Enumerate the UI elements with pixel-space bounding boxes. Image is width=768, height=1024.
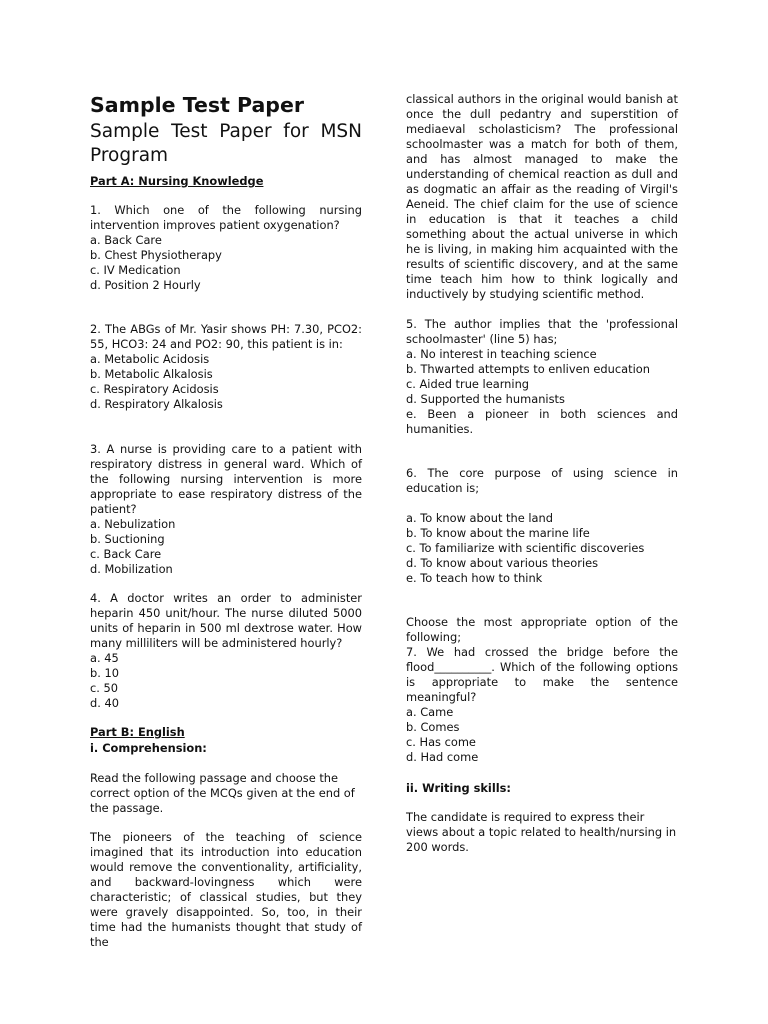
question-text: 2. The ABGs of Mr. Yasir shows PH: 7.30, PCO2: 55, HCO3: 24 and PO2: 90, this patient is in: [90, 322, 362, 351]
question-7 [406, 645, 678, 765]
question-text: 5. The author implies that the 'professional schoolmaster' (line 5) has; [406, 317, 678, 346]
question-text: 1. Which one of the following nursing intervention improves patient oxygenation? [90, 203, 362, 232]
option-list [90, 517, 362, 577]
option: d. Supported the humanists [406, 392, 565, 406]
question-text: 7. We had crossed the bridge before the flood__________. Which of the following options is appropriate to make the sentence meaningful? [406, 645, 678, 704]
option: c. Back Care [90, 547, 162, 561]
option: a. Metabolic Acidosis [90, 352, 210, 366]
option: a. 45 [90, 651, 119, 665]
writing-skills-text: The candidate is required to express their views about a topic related to health/nursing in 200 words. [406, 810, 677, 854]
option: d. 40 [90, 696, 119, 710]
option: d. Respiratory Alkalosis [90, 397, 223, 411]
writing-skills-heading: ii. Writing skills: [406, 781, 511, 795]
option: b. Suctioning [90, 532, 165, 546]
option: a. Back Care [90, 233, 162, 247]
question-text: 4. A doctor writes an order to administer heparin 450 unit/hour. The nurse diluted 5000 units of heparin in 500 ml dextrose water. How many milliliters will be administered hourly? [90, 591, 362, 650]
passage-part-1: The pioneers of the teaching of science imagined that its introduction into education would remove the conventionality, artificiality, and backward-lovingness which were characteristic; of classical studies, but they were gravely disappointed. So, too, in their time had the humanists thought that study of the [90, 830, 362, 949]
page-title: Sample Test Paper [90, 93, 304, 117]
option-list [406, 705, 678, 765]
option: b. 10 [90, 666, 119, 680]
option: c. IV Medication [90, 263, 181, 277]
option: b. Chest Physiotherapy [90, 248, 222, 262]
option: b. Thwarted attempts to enliven education [406, 362, 650, 376]
question-4 [90, 591, 362, 711]
option: c. Aided true learning [406, 377, 530, 391]
option-list [90, 233, 362, 293]
question-text: 3. A nurse is providing care to a patient with respiratory distress in general ward. Which of the following nursing intervention is more appropriate to ease respiratory distress of the patient? [90, 442, 362, 516]
option-list [406, 347, 678, 437]
option: d. Position 2 Hourly [90, 278, 201, 292]
comprehension-instruction: Read the following passage and choose the correct option of the MCQs given at the end of the passage. [90, 771, 355, 815]
option: a. To know about the land [406, 511, 553, 525]
part-b-heading: Part B: English [90, 725, 185, 739]
page-subtitle: Sample Test Paper for MSN Program [90, 121, 362, 166]
option-list [90, 352, 362, 412]
question-1 [90, 203, 362, 293]
passage-part-2: classical authors in the original would banish at once the dull pedantry and superstition of mediaeval scholasticism? The professional schoolmaster was a match for both of them, and has almost managed to make the understanding of chemical reaction as dull and as dogmatic an affair as the reading of Virgil's Aeneid. The chief claim for the use of science in education is that it teaches a child something about the actual universe in which he is living, in making him acquainted with the results of scientific discovery, and at the same time teach him how to think logically and inductively by studying scientific method. [406, 92, 678, 301]
option: b. Metabolic Alkalosis [90, 367, 213, 381]
option: a. No interest in teaching science [406, 347, 597, 361]
question-5 [406, 317, 678, 437]
question-text: 6. The core purpose of using science in education is; [406, 466, 678, 495]
option: a. Nebulization [90, 517, 176, 531]
option: b. Comes [406, 720, 460, 734]
part-a-heading: Part A: Nursing Knowledge [90, 174, 264, 188]
option: c. To familiarize with scientific discoveries [406, 541, 645, 555]
choose-instruction: Choose the most appropriate option of the following; [406, 615, 678, 644]
question-3 [90, 442, 362, 577]
option: c. Has come [406, 735, 476, 749]
question-2 [90, 322, 362, 412]
option: b. To know about the marine life [406, 526, 590, 540]
option-list [90, 651, 362, 711]
option: c. 50 [90, 681, 118, 695]
option: c. Respiratory Acidosis [90, 382, 219, 396]
option: d. To know about various theories [406, 556, 599, 570]
option-list [406, 511, 678, 586]
comprehension-heading: i. Comprehension: [90, 741, 207, 755]
option: d. Had come [406, 750, 479, 764]
option: d. Mobilization [90, 562, 173, 576]
option: e. To teach how to think [406, 571, 543, 585]
option: e. Been a pioneer in both sciences and humanities. [406, 407, 678, 436]
question-6 [406, 466, 678, 496]
option: a. Came [406, 705, 454, 719]
